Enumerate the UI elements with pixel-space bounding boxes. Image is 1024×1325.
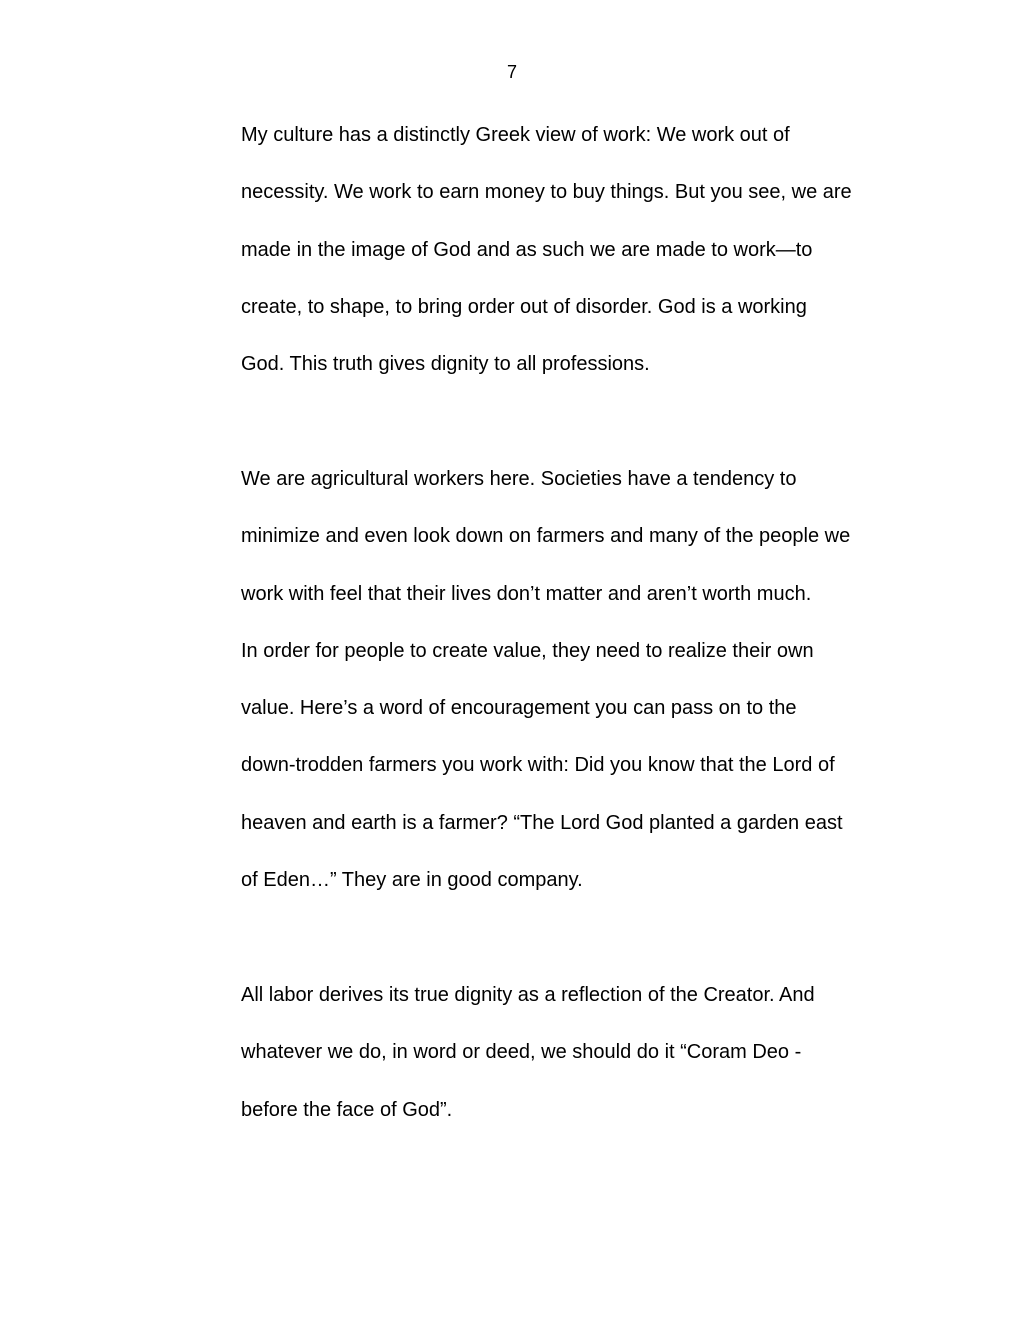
paragraph-line: work with feel that their lives don’t matter and aren’t worth much. (241, 582, 812, 605)
paragraph-line: minimize and even look down on farmers and many of the people we (241, 525, 851, 548)
paragraph-line: We are agricultural workers here. Societies have a tendency to (241, 468, 797, 490)
page-number: 7 (506, 62, 517, 82)
paragraph-line: value. Here’s a word of encouragement you can pass on to the (241, 697, 797, 720)
paragraph-work-culture (241, 122, 921, 408)
paragraph-labor-dignity (241, 982, 921, 1154)
paragraph-line: heaven and earth is a farmer? “The Lord God planted a garden east (241, 811, 843, 834)
paragraph-line: made in the image of God and as such we are made to work—to (241, 238, 813, 261)
paragraph-line: God. This truth gives dignity to all professions. (241, 353, 650, 376)
paragraph-line: of Eden…” They are in good company. (241, 869, 583, 892)
paragraph-line: create, to shape, to bring order out of disorder. God is a working (241, 295, 807, 318)
paragraph-line: My culture has a distinctly Greek view of work: We work out of (241, 124, 790, 146)
paragraph-agricultural-workers (241, 466, 921, 924)
paragraph-line: necessity. We work to earn money to buy things. But you see, we are (241, 181, 852, 204)
paragraph-line: All labor derives its true dignity as a reflection of the Creator. And (241, 984, 815, 1006)
paragraph-line: whatever we do, in word or deed, we should do it “Coram Deo - (241, 1041, 802, 1064)
paragraph-line: before the face of God”. (241, 1098, 453, 1121)
paragraph-line: down-trodden farmers you work with: Did you know that the Lord of (241, 754, 835, 777)
paragraph-line: In order for people to create value, they need to realize their own (241, 639, 814, 662)
